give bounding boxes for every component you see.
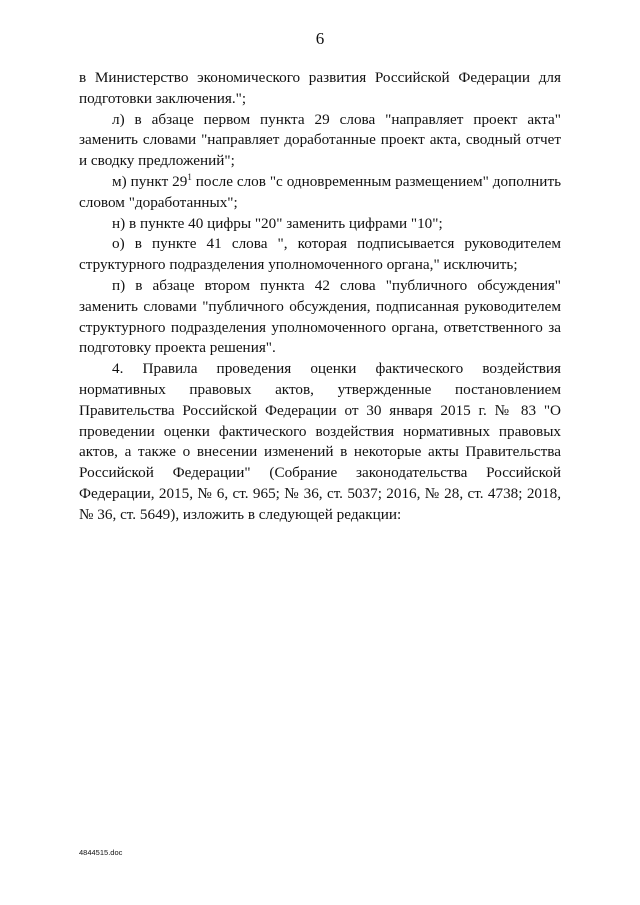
- item-m-text-start: м) пункт 29: [112, 172, 188, 190]
- paragraph-item-p: п) в абзаце втором пункта 42 слова "публичного обсуждения" заменить словами "публичного обсуждения, подписанная руководителем структурного подразделения уполномоченного органа, ответственного за подготовку проекта решения".: [79, 276, 561, 357]
- paragraph-continuation: в Министерство экономического развития Российской Федерации для подготовки заключения.";: [79, 69, 561, 107]
- item-m-superscript: 1: [187, 171, 192, 182]
- paragraph-item-m: [79, 172, 561, 214]
- paragraph-section-4: 4. Правила проведения оценки фактического воздействия нормативных правовых актов, утвержденные постановлением Правительства Российской Федерации от 30 января 2015 г. № 83 "О проведении оценки фактического воздействия нормативных правовых актов, а также о внесении изменений в некоторые акты Правительства Российской Федерации" (Собрание законодательства Российской Федерации, 2015, № 6, ст. 965; № 36, ст. 5037; 2016, № 28, ст. 4738; 2018, № 36, ст. 5649), изложить в следующей редакции:: [79, 360, 561, 523]
- page-number: 6: [315, 29, 325, 48]
- footer-filename: 4844515.doc: [79, 848, 123, 857]
- paragraph-item-o: о) в пункте 41 слова ", которая подписывается руководителем структурного подразделения уполномоченного органа," исключить;: [79, 235, 561, 274]
- paragraph-item-l: л) в абзаце первом пункта 29 слова "направляет проект акта" заменить словами "направляет доработанные проект акта, сводный отчет и сводку предложений";: [79, 110, 561, 170]
- paragraph-item-n: н) в пункте 40 цифры "20" заменить цифрами "10";: [112, 214, 443, 232]
- item-m-text-end: после слов "с одновременным размещением" дополнить словом "доработанных";: [79, 172, 562, 211]
- document-body: [79, 68, 561, 526]
